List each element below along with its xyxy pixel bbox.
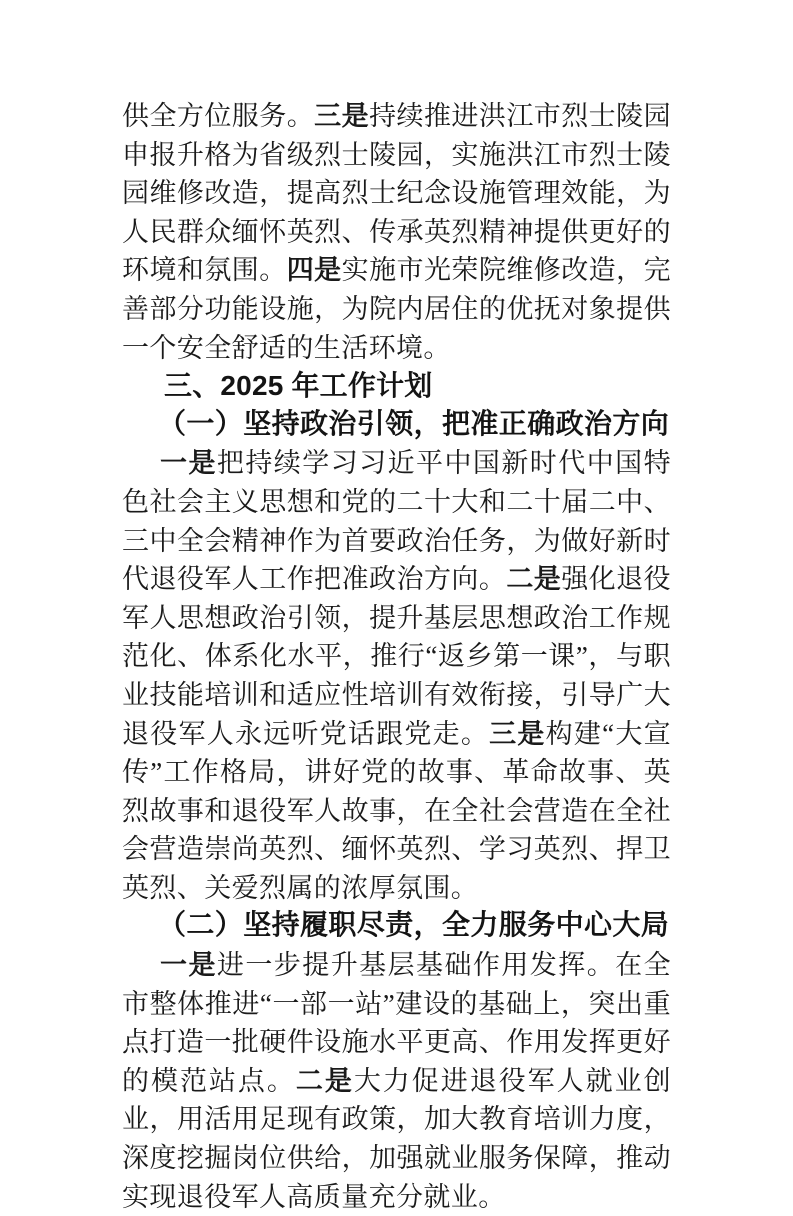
text-run: 把持续学习习近平中国新时代中国特色社会主义思想和党的二十大和二十届二中、三中全会精神作为首要政治任务，为做好新时代退役军人工作把准政治方向。 [122, 448, 671, 595]
emphasis-run: 一是 [160, 448, 217, 479]
paragraph [122, 97, 671, 367]
chapter-heading: 三、2025 年工作计划 [164, 370, 433, 402]
paragraph [122, 946, 671, 1216]
emphasis-run: 二是 [506, 564, 562, 595]
emphasis-run: 四是 [286, 255, 342, 286]
text-run: 大力促进退役军人就业创业，用活用足现有政策，加大教育培训力度，深度挖掘岗位供给，加强就业服务保障，推动实现退役军人高质量充分就业。 [122, 1065, 671, 1212]
section-heading: （二）坚持履职尽责，全力服务中心大局 [158, 910, 670, 942]
emphasis-run: 二是 [295, 1065, 354, 1096]
text-run: 强化退役军人思想政治引领，提升基层思想政治工作规范化、体系化水平，推行“返乡第一课”，与职业技能培训和适应性培训有效衔接，引导广大退役军人永远听党话跟党走。 [122, 564, 671, 749]
document-body [122, 97, 671, 1216]
text-run: 供全方位服务。 [122, 101, 315, 131]
text-run: 构建“大宣传”工作格局，讲好党的故事、革命故事、英烈故事和退役军人故事，在全社会营造在全社会营造崇尚英烈、缅怀英烈、学习英烈、捍卫英烈、关爱烈属的浓厚氛围。 [122, 718, 671, 903]
text-run: 实施市光荣院维修改造，完善部分功能设施，为院内居住的优抚对象提供一个安全舒适的生活环境。 [122, 255, 671, 363]
section-heading: （一）坚持政治引领，把准正确政治方向 [158, 408, 670, 440]
text-run: 进一步提升基层基础作用发挥。在全市整体推进“一部一站”建设的基础上，突出重点打造一批硬件设施水平更高、作用发挥更好的模范站点。 [122, 950, 671, 1096]
paragraph [122, 444, 671, 907]
text-run: 持续推进洪江市烈士陵园申报升格为省级烈士陵园，实施洪江市烈士陵园维修改造，提高烈士纪念设施管理效能，为人民群众缅怀英烈、传承英烈精神提供更好的环境和氛围。 [122, 101, 671, 286]
emphasis-run: 一是 [160, 950, 217, 981]
emphasis-run: 三是 [314, 101, 370, 131]
emphasis-run: 三是 [489, 718, 546, 749]
